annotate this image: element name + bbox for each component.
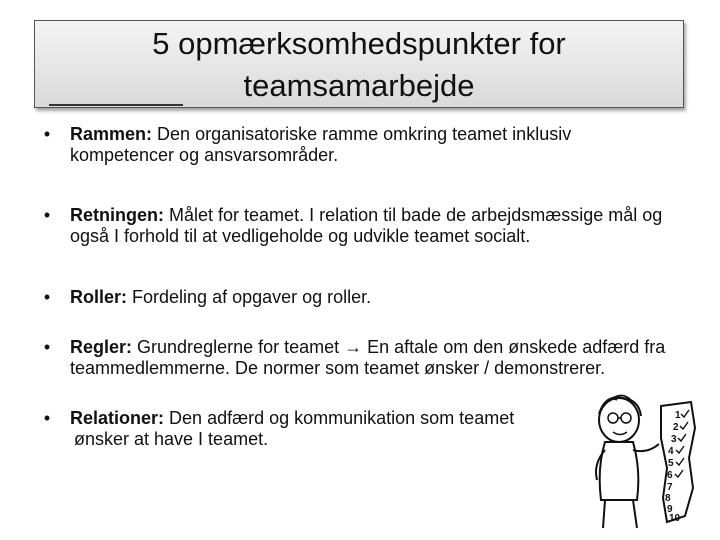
bullet-text: Grundreglerne for teamet → En aftale om den ønskede adfærd fra teammedlemmerne. De normer som teamet ønsker / demonstrerer. [70, 337, 666, 378]
title-line-2: teamsamarbejde [243, 68, 475, 103]
list-number: 5 [668, 458, 674, 469]
list-number: 8 [665, 493, 671, 504]
bullet-term: Roller: [70, 287, 128, 307]
bullet-dot: • [43, 205, 51, 225]
bullet-dot: • [43, 408, 51, 428]
list-number: 1 [675, 410, 681, 421]
list-number: 4 [668, 446, 674, 457]
bullet-text-line-1: Den adfærd og kommunikation som teamet [169, 408, 515, 428]
bullet-text: Målet for teamet. I relation til bade de arbejdsmæssige mål og også I forhold til at vedligeholde og udvikle teamet socialt. [70, 205, 663, 246]
title-box [34, 20, 684, 108]
bullet-term: Rammen: [70, 124, 153, 144]
bullet-dot: • [43, 337, 51, 357]
bullet-text: Fordeling af opgaver og roller. [132, 287, 372, 307]
bullet-term: Regler: [70, 337, 133, 357]
bullet-item-roller [40, 287, 680, 308]
list-number: 9 [667, 504, 673, 515]
list-number: 6 [667, 470, 673, 481]
bullet-term: Retningen: [70, 205, 164, 225]
bullet-term: Relationer: [70, 408, 165, 428]
bullet-item-retningen [40, 205, 680, 247]
person-with-checklist-icon [583, 388, 708, 533]
bullet-item-regler [40, 337, 680, 379]
list-number: 3 [671, 434, 677, 445]
list-number: 7 [667, 482, 673, 493]
bullet-dot: • [43, 287, 51, 307]
bullet-text-line-2: ønsker at have I teamet. [74, 429, 269, 449]
title-line-1: 5 opmærksomhedspunkter for [152, 26, 566, 61]
bullet-item-rammen [40, 124, 680, 166]
title-underline-mark [49, 104, 183, 106]
bullet-dot: • [43, 124, 51, 144]
list-number: 10 [669, 513, 681, 524]
bullet-text: Den organisatoriske ramme omkring teamet inklusiv kompetencer og ansvarsområder. [70, 124, 572, 165]
list-number: 2 [673, 422, 679, 433]
